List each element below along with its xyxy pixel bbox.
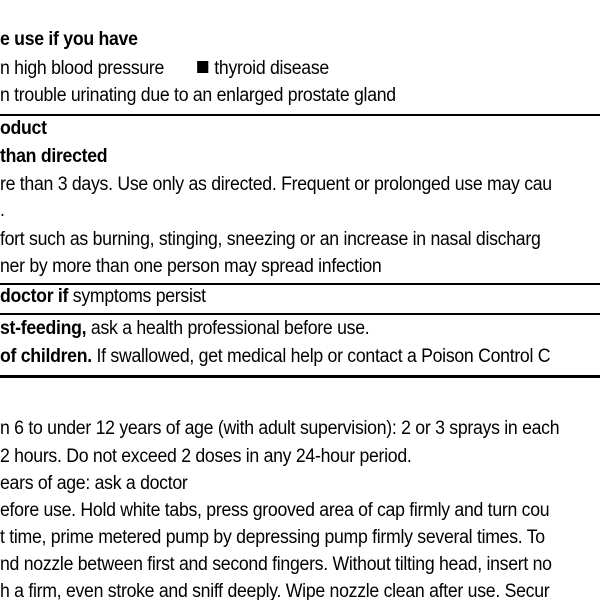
- condition-high-blood-pressure: n high blood pressure: [0, 58, 165, 79]
- using-product-line-1: re than 3 days. Use only as directed. Frequent or prolonged use may cau: [0, 174, 552, 195]
- stop-use-bold: doctor if: [0, 286, 69, 307]
- keep-out-text: If swallowed, get medical help or contact a Poison Control C: [96, 346, 551, 367]
- keep-out-line: [0, 346, 550, 368]
- stop-use-line: [0, 286, 206, 308]
- using-product-bold-line: than directed: [0, 146, 108, 167]
- section-divider: [0, 313, 600, 315]
- pregnant-line: [0, 318, 369, 340]
- using-product-line-4: ner by more than one person may spread infection: [0, 256, 382, 277]
- pregnant-bold: st-feeding,: [0, 318, 87, 339]
- stop-use-text: symptoms persist: [72, 286, 206, 307]
- section-divider: [0, 283, 600, 285]
- square-bullet-icon: [198, 61, 209, 73]
- using-product-line-2: .: [0, 200, 5, 221]
- section-divider: [0, 114, 600, 116]
- ask-doctor-heading: e use if you have: [0, 29, 138, 50]
- directions-line-5: t time, prime metered pump by depressing pump firmly several times. To: [0, 527, 545, 548]
- ask-doctor-bullet-line: [0, 58, 329, 80]
- condition-thyroid-disease: thyroid disease: [214, 58, 329, 79]
- directions-line-7: h a firm, even stroke and sniff deeply. Wipe nozzle clean after use. Secur: [0, 581, 550, 600]
- condition-urinating: n trouble urinating due to an enlarged prostate gland: [0, 85, 396, 106]
- directions-line-4: efore use. Hold white tabs, press grooved area of cap firmly and turn cou: [0, 500, 550, 521]
- pregnant-text: ask a health professional before use.: [90, 318, 370, 339]
- directions-line-2: 2 hours. Do not exceed 2 doses in any 24-hour period.: [0, 446, 412, 467]
- directions-line-1: n 6 to under 12 years of age (with adult supervision): 2 or 3 sprays in each: [0, 418, 560, 439]
- using-product-heading: oduct: [0, 118, 47, 139]
- directions-line-6: nd nozzle between first and second fingers. Without tilting head, insert no: [0, 554, 552, 575]
- keep-out-bold: of children.: [0, 346, 92, 367]
- using-product-line-3: fort such as burning, stinging, sneezing or an increase in nasal discharg: [0, 229, 541, 250]
- directions-line-3: ears of age: ask a doctor: [0, 473, 188, 494]
- major-divider: [0, 375, 600, 378]
